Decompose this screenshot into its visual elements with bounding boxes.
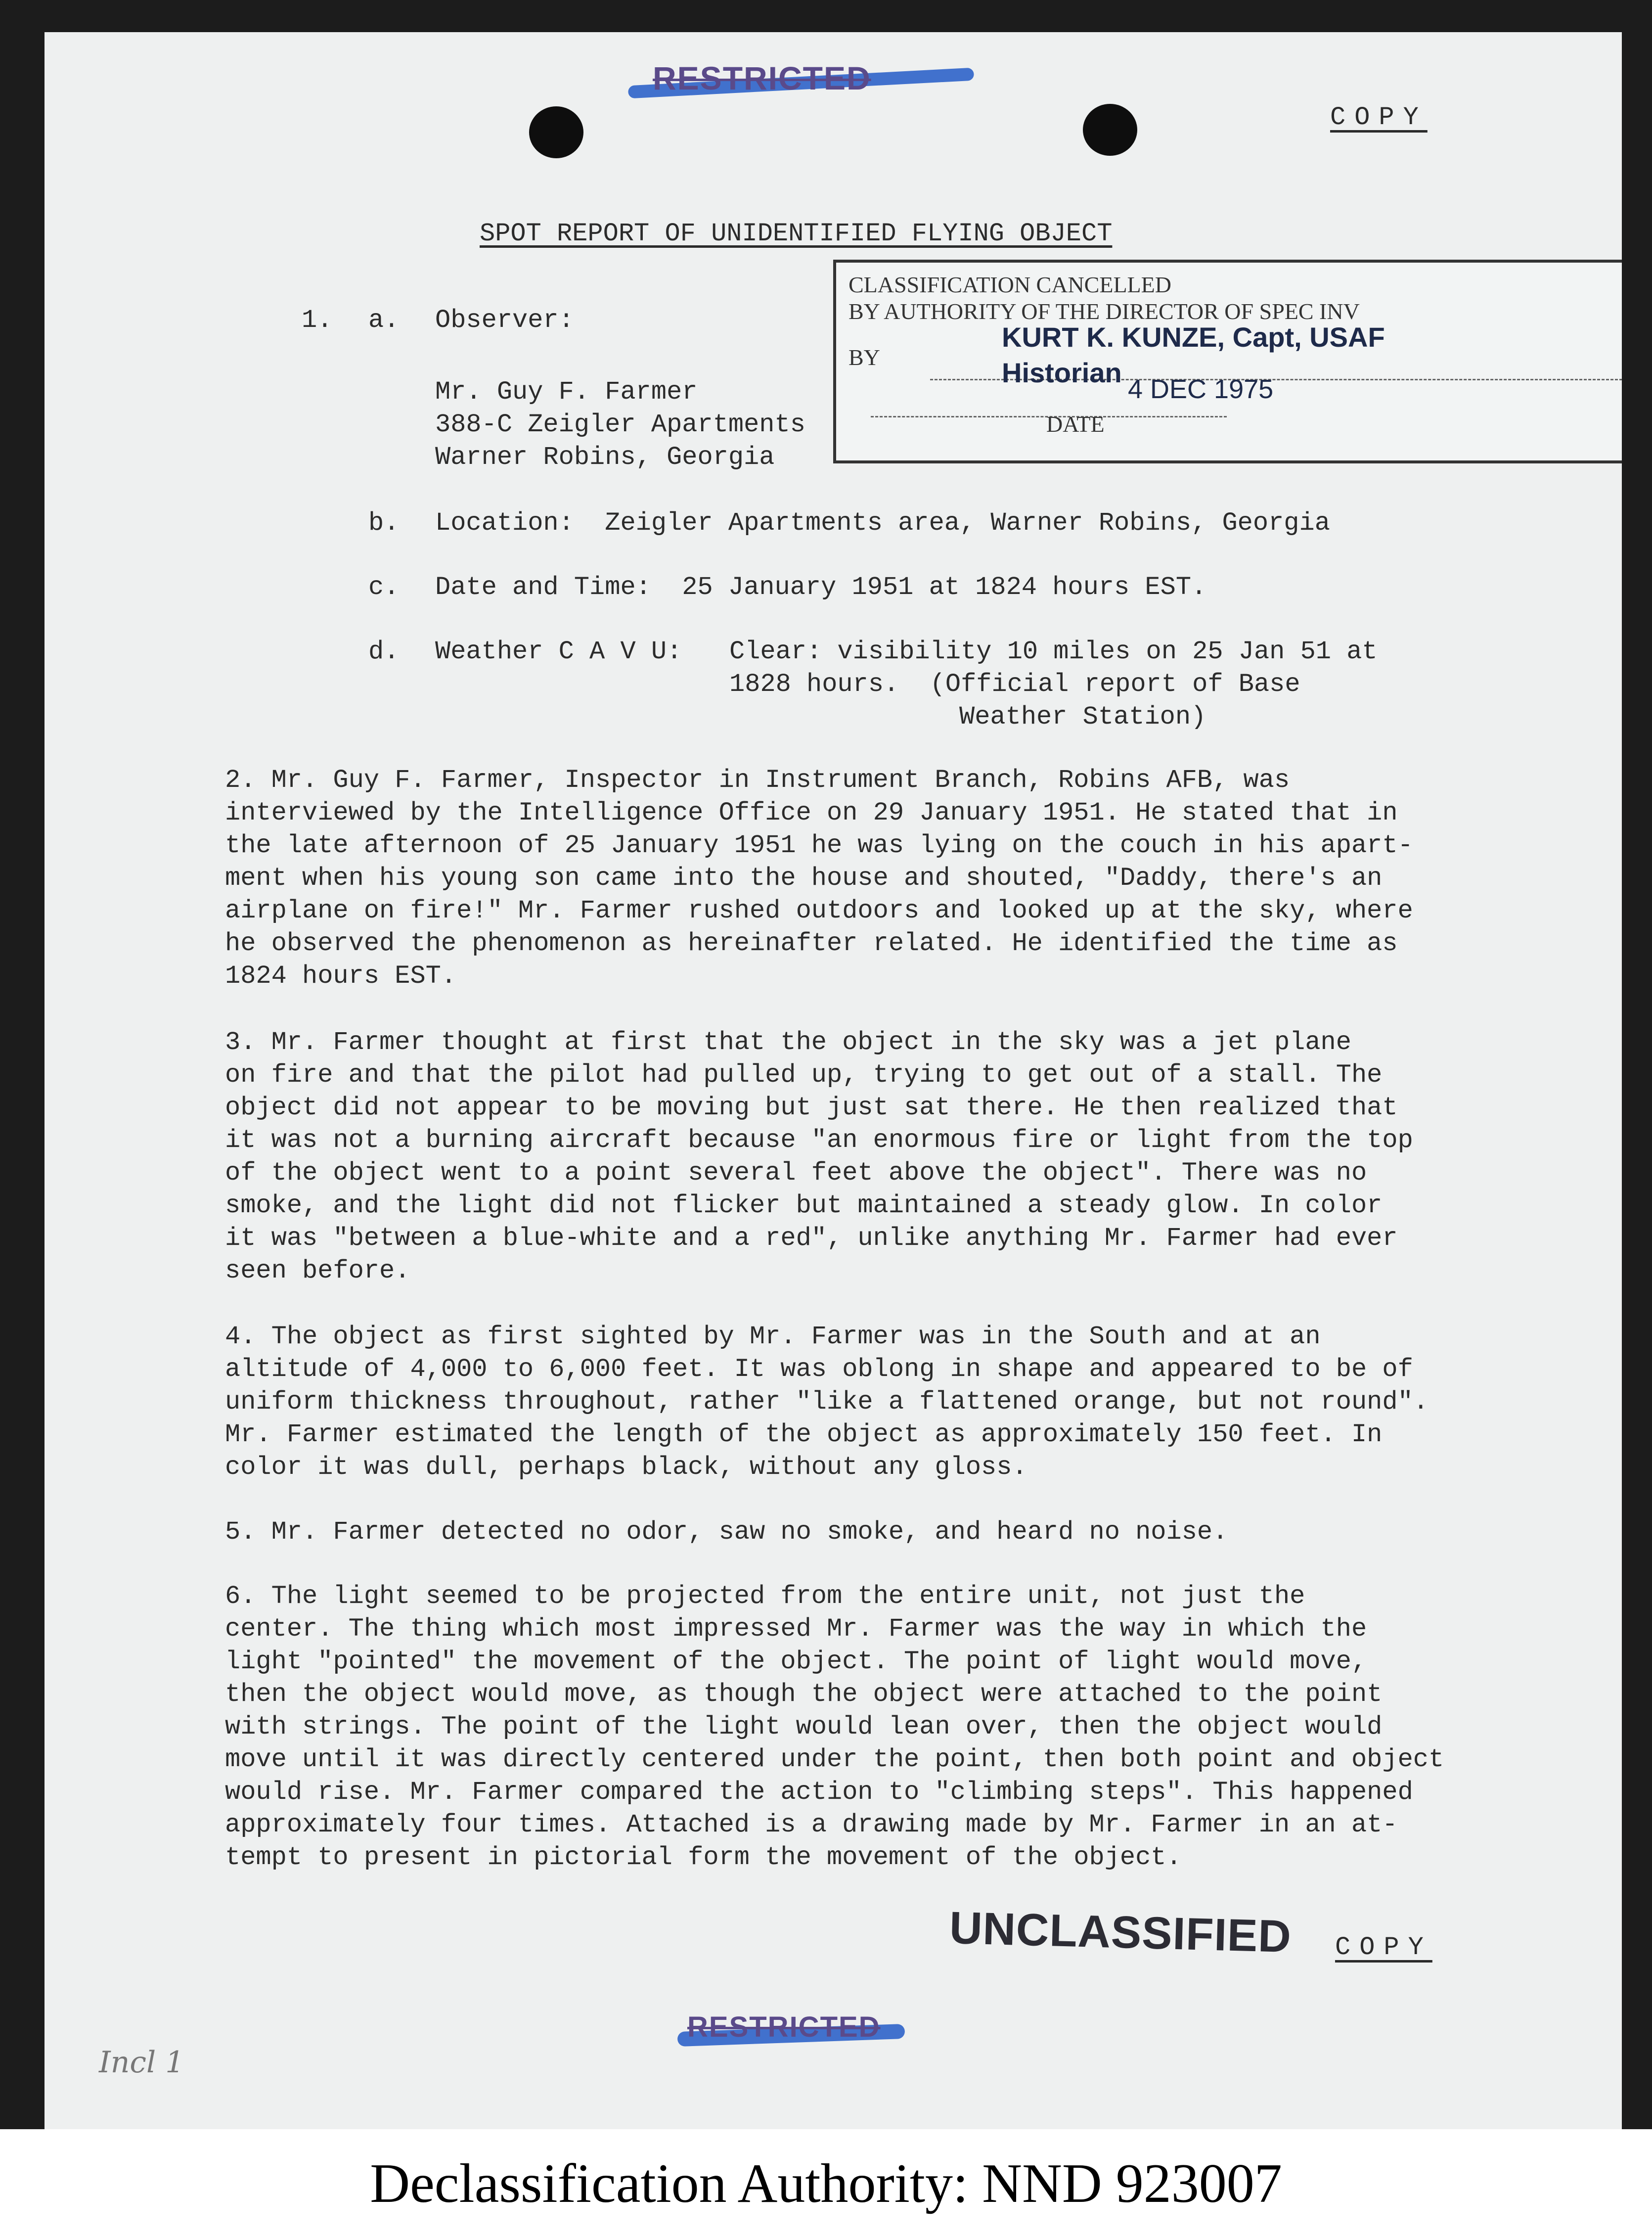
weather-line-1: Clear: visibility 10 miles on 25 Jan 51 at <box>729 637 1378 666</box>
stamp-name: KURT K. KUNZE, Capt, USAF <box>1002 321 1385 353</box>
inclosure-note: Incl 1 <box>99 2045 184 2080</box>
location-line: Location: Zeigler Apartments area, Warner Robins, Georgia <box>435 508 1330 538</box>
weather-line-3: Weather Station) <box>959 702 1206 731</box>
observer-address-1: 388-C Zeigler Apartments <box>435 410 805 439</box>
restricted-mark-bottom: RESTRICTED <box>687 2011 881 2043</box>
weather-line-2: 1828 hours. (Official report of Base <box>729 670 1300 699</box>
copy-mark-bottom: COPY <box>1335 1933 1432 1962</box>
punch-hole-right <box>1083 104 1137 156</box>
paragraph-4: 4. The object as first sighted by Mr. Farmer was in the South and at an altitude of 4,000 to 6,000 feet. It was oblong in shape and appeared to be of uniform thickness throughout, rather "like a flattened orange, but not round". Mr. Farmer estimated the length of the object as approximately 150 feet. In color it was dull, perhaps black, without any gloss. <box>225 1322 1429 1482</box>
weather-label: Weather C A V U: <box>435 637 682 666</box>
document-title: SPOT REPORT OF UNIDENTIFIED FLYING OBJECT <box>480 219 1113 248</box>
restricted-mark-top: RESTRICTED <box>653 60 871 96</box>
stamp-date: 4 DEC 1975 <box>1128 374 1274 404</box>
item-1b-label: b. <box>368 508 400 538</box>
item-1c-label: c. <box>368 573 400 602</box>
item-1a-label: a. <box>368 306 400 335</box>
date-time-line: Date and Time: 25 January 1951 at 1824 hours EST. <box>435 573 1207 602</box>
stamp-line-2: BY AUTHORITY OF THE DIRECTOR OF SPEC INV <box>848 299 1360 324</box>
paragraph-6: 6. The light seemed to be projected from the entire unit, not just the center. The thing which most impressed Mr. Farmer was the way in which the light "pointed" the movement of the object. The point of light would move, then the object would move, as though the object were attached to the point with strings. The point of the light would lean over, then the object would move until it was directly centered under the point, then both point and object would rise. Mr. Farmer compared the action to "climbing steps". This happened approximately four times. Attached is a drawing made by Mr. Farmer in an at- tempt to present in pictorial form the movement of the object. <box>225 1582 1444 1872</box>
stamp-line-1: CLASSIFICATION CANCELLED <box>848 272 1171 297</box>
unclassified-stamp: UNCLASSIFIED <box>948 1902 1293 1963</box>
paragraph-5: 5. Mr. Farmer detected no odor, saw no smoke, and heard no noise. <box>225 1517 1228 1547</box>
stamp-date-label: DATE <box>1046 411 1105 437</box>
observer-label: Observer: <box>435 306 574 335</box>
item-1d-label: d. <box>368 637 400 666</box>
observer-name: Mr. Guy F. Farmer <box>435 377 698 407</box>
item-1-number: 1. <box>302 306 333 335</box>
copy-mark-top: COPY <box>1330 103 1428 132</box>
paragraph-3: 3. Mr. Farmer thought at first that the object in the sky was a jet plane on fire and that the pilot had pulled up, trying to get out of a stall. The object did not appear to be moving but just sat there. He then realized that it was not a burning aircraft because "an enormous fire or light from the top of the object went to a point several feet above the object". There was no smoke, and the light did not flicker but maintained a steady glow. In color it was "between a blue-white and a red", unlike anything Mr. Farmer had ever seen before. <box>225 1028 1413 1285</box>
declassification-authority-caption: Declassification Authority: NND 923007 <box>0 2129 1652 2238</box>
punch-hole-left <box>529 106 583 158</box>
paragraph-2: 2. Mr. Guy F. Farmer, Inspector in Instrument Branch, Robins AFB, was interviewed by the Intelligence Office on 29 January 1951. He stated that in the late afternoon of 25 January 1951 he was lying on the couch in his apart- ment when his young son came into the house and shouted, "Daddy, there's an airplane on fire!" Mr. Farmer rushed outdoors and looked up at the sky, where he observed the phenomenon as hereinafter related. He identified the time as 1824 hours EST. <box>225 766 1413 991</box>
observer-address-2: Warner Robins, Georgia <box>435 443 775 472</box>
declassification-stamp <box>833 260 1622 463</box>
document-page <box>45 32 1622 2129</box>
stamp-role: Historian <box>1002 357 1122 388</box>
stamp-by-label: BY <box>848 345 880 370</box>
